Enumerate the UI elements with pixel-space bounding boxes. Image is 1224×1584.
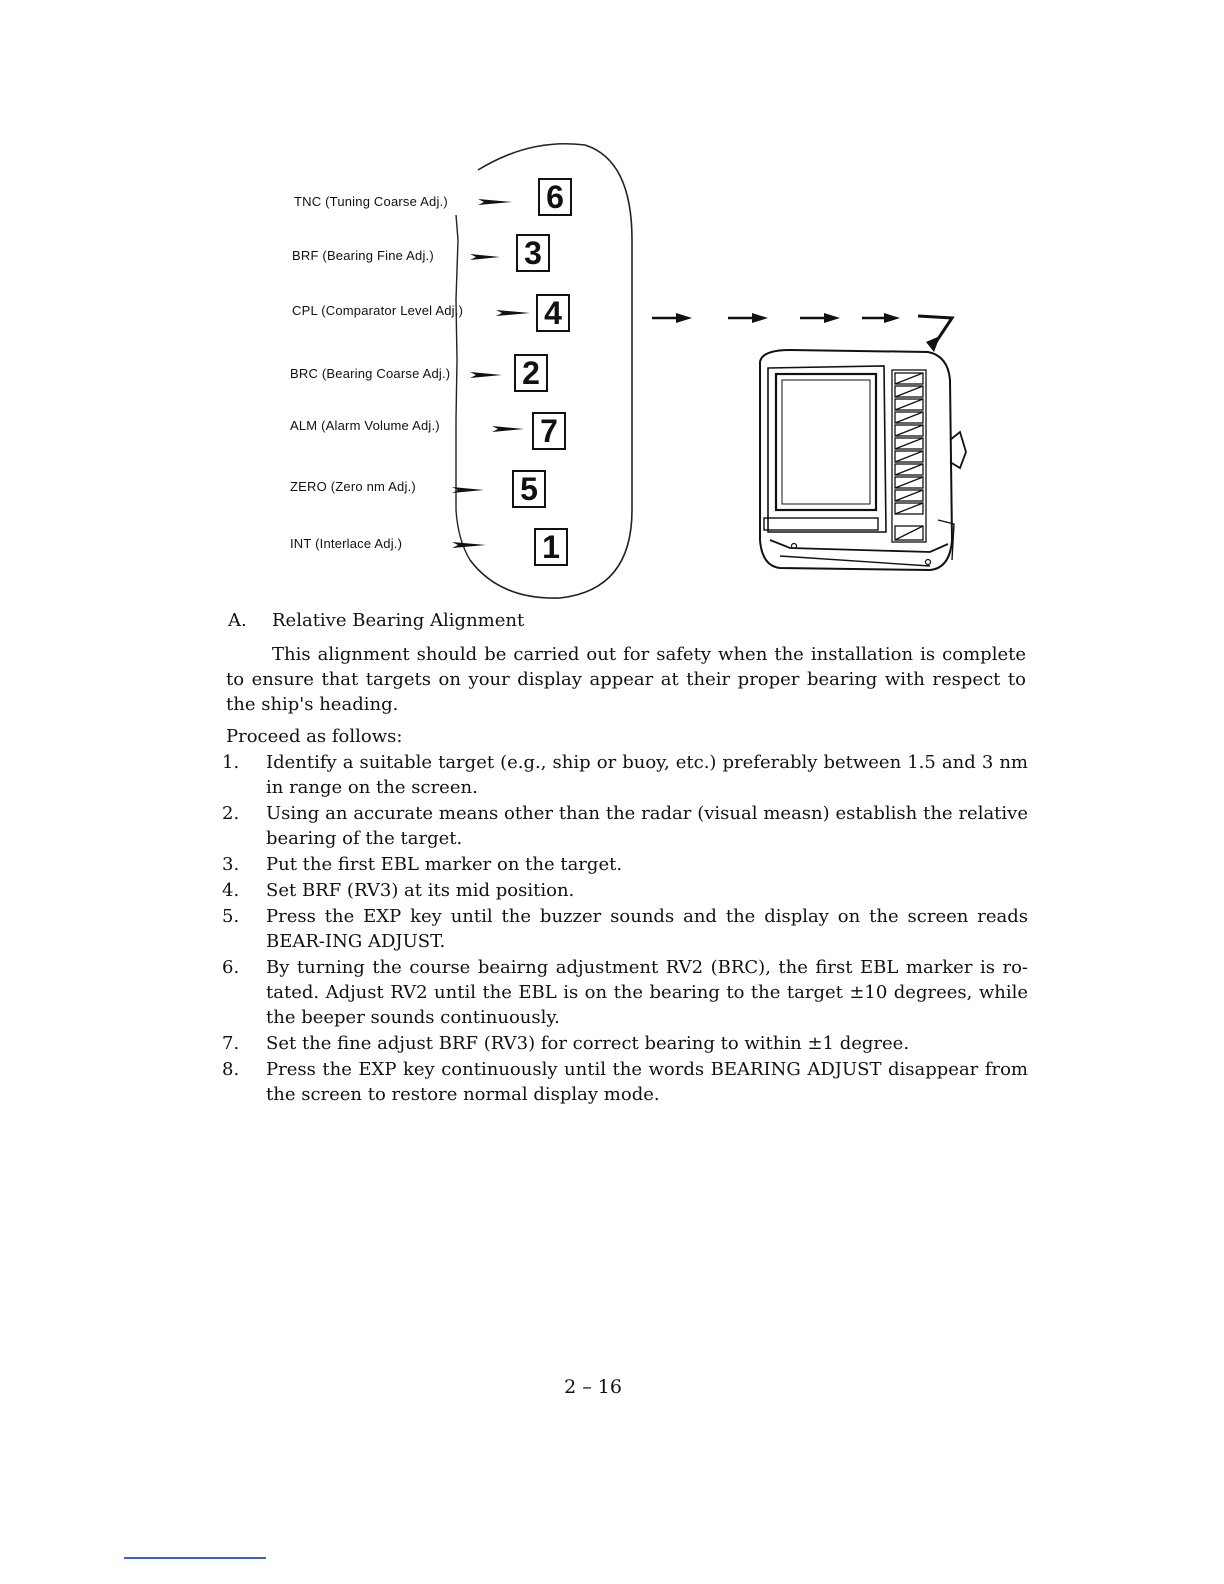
- step-number: 4.: [222, 880, 240, 901]
- diagram-graphics: [0, 0, 1224, 610]
- control-label-zero: ZERO (Zero nm Adj.): [290, 479, 416, 494]
- arrow-cpl: [496, 310, 530, 316]
- step-text: Set the fine adjust BRF (RV3) for correct bearing to within ±1 degree.: [266, 1033, 910, 1054]
- step-number: 1.: [222, 752, 240, 773]
- control-label-alm: ALM (Alarm Volume Adj.): [290, 418, 440, 433]
- control-label-tnc: TNC (Tuning Coarse Adj.): [294, 194, 448, 209]
- control-number-tnc: 6: [538, 178, 572, 216]
- step-number: 2.: [222, 803, 240, 824]
- step-number: 8.: [222, 1059, 240, 1080]
- adjustment-diagram: [0, 0, 1224, 610]
- arrow-alm: [492, 426, 524, 432]
- section-letter: A.: [228, 610, 247, 631]
- control-label-cpl: CPL (Comparator Level Adj.): [292, 303, 464, 318]
- step-list: [222, 750, 1028, 1108]
- list-item: [222, 852, 1028, 877]
- step-number: 7.: [222, 1033, 240, 1054]
- page-number: 2 – 16: [564, 1376, 622, 1398]
- step-number: 3.: [222, 854, 240, 875]
- step-text: Press the EXP key continuously until the words BEARING ADJUST disappear from the screen to restore normal display mode.: [266, 1059, 1028, 1105]
- section-intro: [226, 642, 1026, 717]
- control-label-brf: BRF (Bearing Fine Adj.): [292, 248, 434, 263]
- arrow-tnc: [478, 199, 512, 205]
- list-item: [222, 955, 1028, 1030]
- list-item: [222, 1057, 1028, 1107]
- control-number-cpl: 4: [536, 294, 570, 332]
- step-text: Using an accurate means other than the radar (visual measn) establish the relative bearing of the target.: [266, 803, 1028, 849]
- section-heading: [228, 608, 524, 633]
- step-text: Put the first EBL marker on the target.: [266, 854, 623, 875]
- step-text: By turning the course beairng adjustment RV2 (BRC), the first EBL marker is ro-tated. Adjust RV2 until the EBL is on the bearing to the target ±10 degrees, while the beeper sounds continuously.: [266, 957, 1028, 1028]
- proceed-text: Proceed as follows:: [226, 726, 403, 747]
- step-text: Identify a suitable target (e.g., ship or buoy, etc.) preferably between 1.5 and 3 nm in range on the screen.: [266, 752, 1028, 798]
- control-number-int: 1: [534, 528, 568, 566]
- arrow-brf: [470, 254, 500, 260]
- list-item: [222, 904, 1028, 954]
- step-text: Set BRF (RV3) at its mid position.: [266, 880, 575, 901]
- footer-divider: [124, 1557, 266, 1559]
- key-panel: [892, 370, 926, 542]
- intro-text: This alignment should be carried out for safety when the installation is complete to ensure that targets on your display appear at their proper bearing with respect to the ship's heading.: [226, 644, 1026, 715]
- control-connector-line: [456, 215, 470, 560]
- list-item: [222, 750, 1028, 800]
- arrow-int: [452, 542, 486, 548]
- step-number: 5.: [222, 906, 240, 927]
- direction-arrows: [652, 313, 952, 352]
- control-number-brf: 3: [516, 234, 550, 272]
- control-label-int: INT (Interlace Adj.): [290, 536, 403, 551]
- arrow-brc: [470, 372, 502, 378]
- list-item: [222, 878, 1028, 903]
- radar-display-unit: [760, 350, 966, 570]
- control-number-zero: 5: [512, 470, 546, 508]
- control-label-brc: BRC (Bearing Coarse Adj.): [290, 366, 451, 381]
- list-item: [222, 801, 1028, 851]
- step-text: Press the EXP key until the buzzer sounds and the display on the screen reads BEAR-ING ADJUST.: [266, 906, 1028, 952]
- step-number: 6.: [222, 957, 240, 978]
- list-item: [222, 1031, 1028, 1056]
- control-number-alm: 7: [532, 412, 566, 450]
- control-number-brc: 2: [514, 354, 548, 392]
- arrow-zero: [452, 487, 484, 493]
- section-title: Relative Bearing Alignment: [272, 610, 525, 631]
